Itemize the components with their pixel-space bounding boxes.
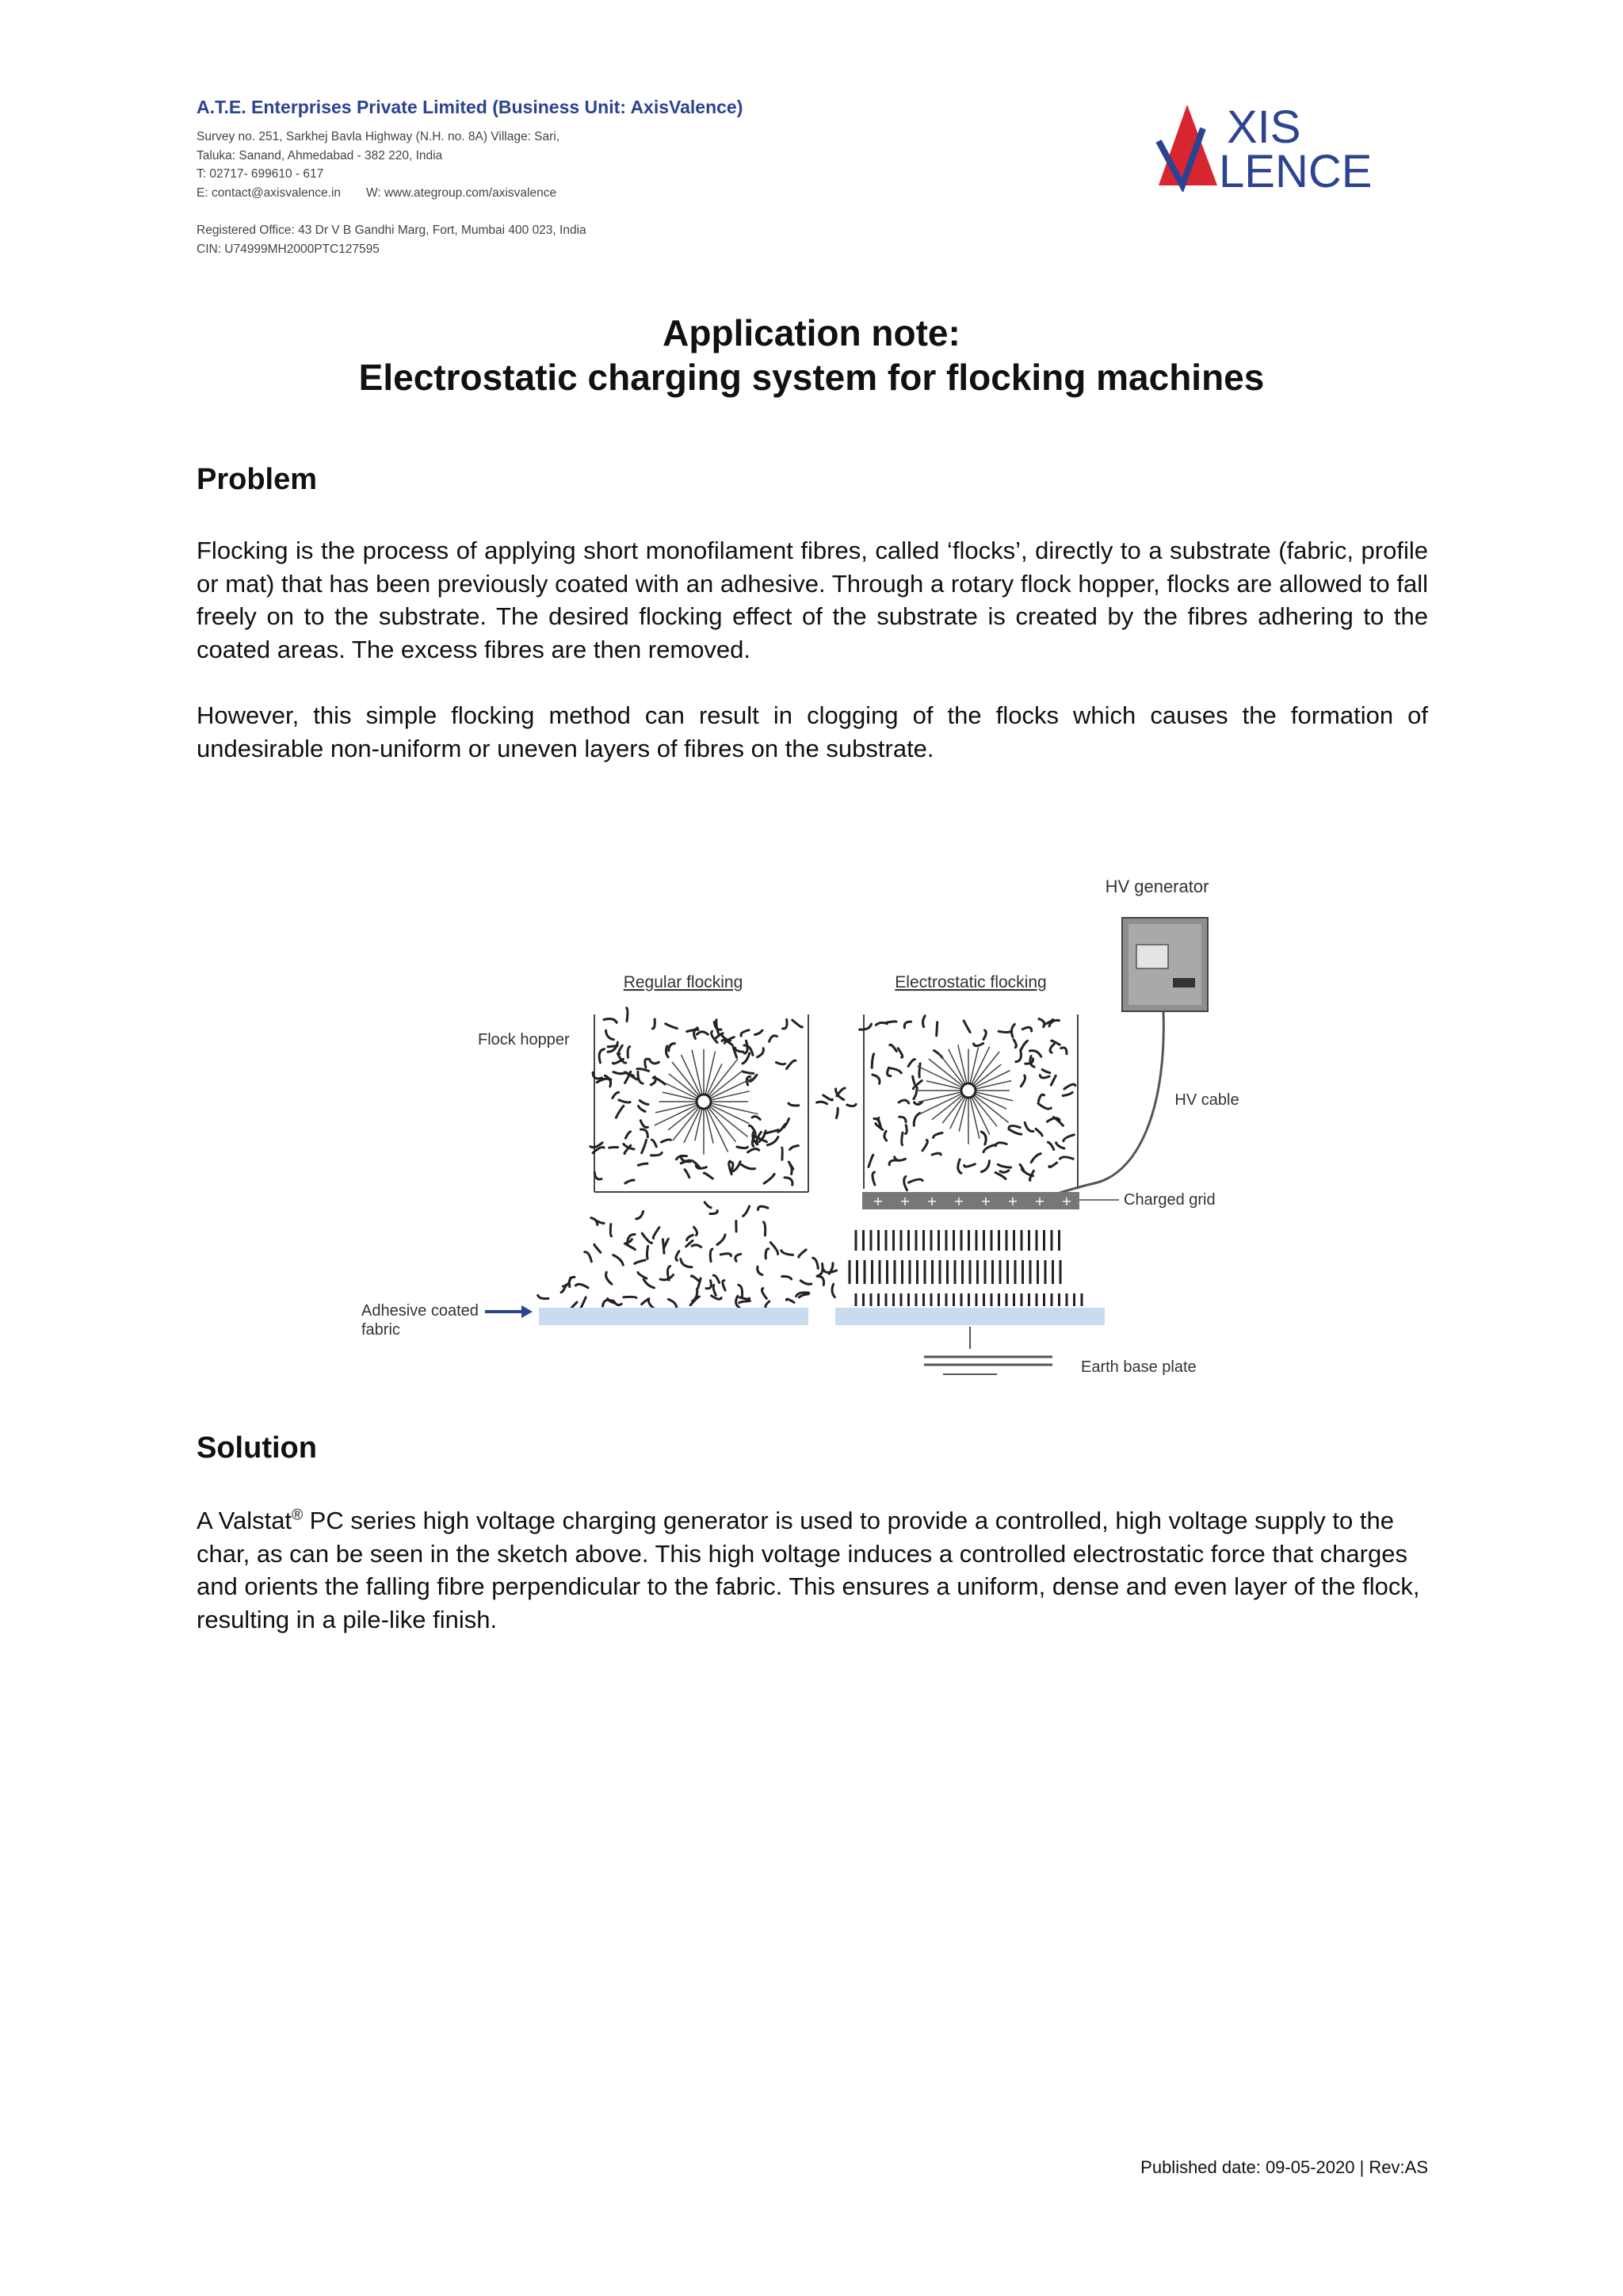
company-name: A.T.E. Enterprises Private Limited (Business Unit: AxisValence) bbox=[197, 97, 743, 117]
falling-flock bbox=[743, 1206, 750, 1216]
flock-fibre bbox=[1009, 1125, 1020, 1127]
flock-fibre bbox=[685, 1170, 689, 1178]
flock-fibre bbox=[776, 1063, 785, 1064]
flock-fibre bbox=[999, 1031, 1010, 1032]
falling-flock bbox=[687, 1235, 693, 1240]
falling-flock bbox=[781, 1251, 793, 1255]
flock-fibre bbox=[1039, 1095, 1044, 1102]
flock-fibre bbox=[995, 1143, 1006, 1146]
flock-fibre bbox=[769, 1036, 777, 1041]
flock-fibre bbox=[613, 1072, 626, 1074]
problem-heading: Problem bbox=[197, 463, 318, 496]
flock-fibre bbox=[787, 1060, 796, 1068]
falling-flock bbox=[636, 1211, 643, 1219]
flock-fibre bbox=[652, 1019, 655, 1029]
flock-fibre bbox=[1038, 1103, 1052, 1109]
flock-fibre bbox=[998, 1164, 1010, 1167]
title-line-2: Electrostatic charging system for flocking machines bbox=[358, 357, 1265, 398]
falling-flock bbox=[717, 1235, 725, 1245]
flock-fibre bbox=[752, 1117, 760, 1120]
electrostatic-flock-hopper bbox=[860, 1014, 1078, 1190]
email-address: E: contact@axisvalence.in bbox=[197, 185, 342, 200]
flock-fibre bbox=[619, 1100, 630, 1102]
flock-fibre bbox=[1064, 1084, 1075, 1089]
landed-flock bbox=[668, 1299, 676, 1307]
flock-fibre bbox=[909, 1179, 923, 1182]
flock-fibre bbox=[743, 1072, 754, 1074]
problem-paragraph-2: However, this simple flocking method can result in clogging of the flocks which causes the formation of undesirable non-uniform or uneven layers of fibres on the substrate. bbox=[197, 701, 1428, 762]
flock-fibre bbox=[872, 1054, 873, 1068]
flock-fibre bbox=[741, 1164, 754, 1169]
flock-fibre bbox=[1039, 1019, 1044, 1027]
flock-fibre bbox=[922, 1140, 927, 1151]
flock-fibre bbox=[1050, 1044, 1054, 1052]
flock-fibre bbox=[983, 1145, 995, 1152]
flock-fibre bbox=[606, 1030, 614, 1040]
flock-fibre bbox=[922, 1016, 925, 1027]
falling-flock bbox=[758, 1206, 768, 1209]
published-date: Published date: 09-05-2020 | Rev:AS bbox=[1140, 2157, 1428, 2177]
flock-fibre bbox=[743, 1053, 750, 1064]
landed-flock bbox=[538, 1295, 548, 1298]
flock-fibre bbox=[748, 1149, 759, 1152]
flock-fibre bbox=[641, 1129, 648, 1137]
flock-fibre bbox=[904, 1022, 911, 1028]
flock-fibre bbox=[642, 1140, 647, 1152]
flock-fibre bbox=[934, 1133, 942, 1137]
landed-flock bbox=[786, 1299, 794, 1302]
plus-sign: + bbox=[953, 1194, 964, 1209]
plus-sign: + bbox=[899, 1194, 911, 1209]
flock-fibre bbox=[899, 1100, 909, 1103]
flock-fibre bbox=[638, 1163, 647, 1165]
flock-fibre bbox=[1040, 1075, 1049, 1078]
falling-flock bbox=[735, 1254, 741, 1261]
title-line-1: Application note: bbox=[663, 312, 960, 353]
flock-fibre bbox=[604, 1019, 617, 1023]
falling-flock bbox=[710, 1211, 717, 1214]
flock-fibre bbox=[609, 1147, 618, 1148]
registered-mark: ® bbox=[292, 1507, 304, 1524]
falling-flock bbox=[762, 1289, 766, 1299]
electrostatic-flocking-label: Electrostatic flocking bbox=[895, 973, 1047, 991]
rotor-hub bbox=[961, 1083, 976, 1098]
flock-fibre bbox=[983, 1030, 986, 1039]
flock-fibre bbox=[1056, 1143, 1064, 1148]
flock-fibre bbox=[666, 1024, 678, 1029]
landed-flock bbox=[580, 1297, 586, 1309]
flock-fibre bbox=[629, 1073, 637, 1079]
cin-number: CIN: U74999MH2000PTC127595 bbox=[197, 242, 380, 256]
flock-fibre bbox=[745, 1041, 748, 1053]
falling-flock bbox=[692, 1245, 701, 1247]
flock-fibre bbox=[919, 1064, 920, 1077]
axis-valence-logo bbox=[1148, 97, 1425, 192]
flock-fibre bbox=[790, 1165, 792, 1174]
flock-fibre bbox=[758, 1049, 764, 1057]
flock-fibre bbox=[1021, 1075, 1025, 1087]
flock-fibre bbox=[1051, 1075, 1056, 1085]
logo-text-top: XIS bbox=[1227, 101, 1301, 153]
flock-fibre bbox=[627, 1008, 628, 1022]
flock-fibre bbox=[599, 1049, 604, 1063]
document-title bbox=[0, 311, 1623, 399]
falling-flock bbox=[613, 1255, 624, 1266]
flock-fibre bbox=[697, 1032, 708, 1035]
address-line-2: Taluka: Sanand, Ahmedabad - 382 220, India bbox=[197, 148, 443, 162]
flock-fibre bbox=[613, 1092, 619, 1098]
flock-fibre bbox=[749, 1125, 755, 1133]
flock-fibre bbox=[783, 1019, 787, 1028]
landed-flock bbox=[739, 1297, 749, 1299]
falling-flock bbox=[720, 1254, 731, 1256]
landed-flock bbox=[799, 1294, 808, 1297]
flock-fibre bbox=[651, 1152, 663, 1156]
flock-fibre bbox=[1016, 1050, 1022, 1062]
falling-flock bbox=[710, 1249, 712, 1262]
solution-text-start: A Valstat bbox=[197, 1507, 292, 1534]
landed-flock bbox=[603, 1300, 612, 1306]
stray-flock bbox=[817, 1102, 827, 1104]
flock-fibre bbox=[637, 1069, 649, 1072]
company-header bbox=[197, 97, 743, 258]
flock-fibre bbox=[755, 1030, 763, 1034]
earth-base-plate-label: Earth base plate bbox=[1081, 1358, 1197, 1376]
flock-fibre bbox=[884, 1131, 887, 1140]
falling-flock bbox=[660, 1275, 673, 1280]
flock-fibre bbox=[1036, 1129, 1042, 1136]
address-line-1: Survey no. 251, Sarkhej Bavla Highway (N.H. no. 8A) Village: Sari, bbox=[197, 130, 560, 143]
flock-fibre bbox=[651, 1140, 656, 1147]
flock-fibre bbox=[639, 1106, 645, 1112]
flock-fibre bbox=[981, 1161, 989, 1172]
flock-fibre bbox=[958, 1159, 961, 1173]
adhesive-label-line-1: Adhesive coated bbox=[361, 1302, 479, 1320]
flock-fibre bbox=[737, 1147, 748, 1148]
adhesive-label-line-2: fabric bbox=[361, 1321, 400, 1339]
flock-fibre bbox=[669, 1044, 675, 1051]
flock-fibre bbox=[1048, 1142, 1053, 1149]
plus-sign: + bbox=[1034, 1194, 1045, 1209]
flock-fibre bbox=[594, 1172, 601, 1179]
falling-flock bbox=[681, 1259, 692, 1267]
falling-flock bbox=[799, 1250, 806, 1257]
flock-fibre bbox=[889, 1160, 899, 1165]
flock-fibre bbox=[1031, 1154, 1041, 1163]
falling-flock bbox=[676, 1251, 679, 1261]
solution-heading: Solution bbox=[197, 1431, 317, 1465]
flock-fibre bbox=[662, 1140, 671, 1142]
flock-fibre bbox=[1000, 1171, 1009, 1172]
flock-fibre bbox=[1049, 1163, 1057, 1167]
falling-flock bbox=[706, 1281, 711, 1289]
flock-fibre bbox=[785, 1178, 792, 1185]
falling-flock bbox=[694, 1227, 697, 1235]
falling-flock bbox=[653, 1228, 659, 1239]
stray-flock bbox=[847, 1104, 856, 1106]
falling-flock bbox=[817, 1276, 824, 1285]
flock-fibre bbox=[789, 1103, 799, 1106]
falling-flock bbox=[782, 1277, 792, 1279]
falling-flock bbox=[638, 1273, 647, 1279]
flock-fibre bbox=[649, 1059, 659, 1064]
stray-flock bbox=[823, 1095, 833, 1100]
landed-flock bbox=[739, 1301, 750, 1302]
regular-flocking-label: Regular flocking bbox=[623, 973, 743, 991]
flock-fibre bbox=[869, 1155, 873, 1167]
regular-fabric bbox=[539, 1308, 808, 1325]
falling-flock bbox=[723, 1281, 725, 1290]
flock-fibre bbox=[890, 1045, 897, 1051]
flock-fibre bbox=[616, 1106, 623, 1117]
falling-flock bbox=[635, 1260, 645, 1263]
flock-fibre bbox=[904, 1177, 907, 1190]
registered-office: Registered Office: 43 Dr V B Gandhi Marg, Fort, Mumbai 400 023, India bbox=[197, 223, 586, 237]
flock-fibre bbox=[625, 1180, 634, 1183]
flock-fibre bbox=[1063, 1092, 1072, 1095]
flock-fibre bbox=[764, 1174, 774, 1183]
flock-fibre bbox=[735, 1048, 743, 1052]
flock-fibre bbox=[873, 1172, 875, 1185]
flock-fibre bbox=[974, 1044, 983, 1046]
falling-flock bbox=[643, 1279, 654, 1288]
falling-flock bbox=[610, 1224, 611, 1236]
hv-generator-label: HV generator bbox=[1105, 877, 1209, 896]
rotor-hub bbox=[697, 1095, 711, 1109]
flock-fibre bbox=[964, 1021, 970, 1033]
flock-fibre bbox=[1064, 1135, 1074, 1141]
falling-flock bbox=[813, 1258, 819, 1268]
flock-fibre bbox=[605, 1075, 610, 1087]
flock-fibre bbox=[645, 1059, 648, 1068]
plus-sign: + bbox=[980, 1194, 991, 1209]
flock-hopper-label: Flock hopper bbox=[478, 1031, 570, 1049]
flock-fibre bbox=[899, 1117, 906, 1122]
flock-fibre bbox=[1042, 1070, 1050, 1073]
flock-fibre bbox=[1014, 1040, 1016, 1048]
flock-fibre bbox=[860, 1024, 872, 1030]
plus-sign: + bbox=[1007, 1194, 1018, 1209]
falling-flock bbox=[575, 1284, 588, 1287]
falling-flock bbox=[705, 1202, 711, 1208]
website-address: W: www.ategroup.com/axisvalence bbox=[366, 185, 557, 200]
flock-fibre bbox=[873, 1075, 880, 1083]
falling-flock bbox=[832, 1284, 834, 1297]
stray-flock bbox=[836, 1108, 838, 1117]
falling-flock bbox=[766, 1249, 769, 1259]
falling-flock bbox=[691, 1276, 698, 1282]
flock-fibre bbox=[898, 1049, 903, 1057]
flock-fibre bbox=[932, 1153, 941, 1155]
flock-fibre bbox=[1022, 1041, 1028, 1049]
flock-fibre bbox=[1060, 1157, 1073, 1159]
contact-line bbox=[197, 184, 743, 203]
flock-fibre bbox=[906, 1125, 907, 1134]
falling-flock bbox=[770, 1243, 777, 1255]
aligned-flocks bbox=[850, 1230, 1082, 1306]
falling-flock bbox=[569, 1277, 575, 1286]
hv-generator-unit bbox=[1122, 918, 1208, 1011]
falling-flock bbox=[713, 1275, 719, 1282]
flock-fibre bbox=[640, 1101, 648, 1105]
falling-flock bbox=[764, 1222, 766, 1236]
flock-fibre bbox=[1061, 1048, 1067, 1054]
landed-flock bbox=[713, 1285, 716, 1295]
flock-fibre bbox=[891, 1068, 902, 1073]
adhesive-arrowhead bbox=[521, 1305, 533, 1318]
flock-fibre bbox=[638, 1072, 643, 1083]
flock-fibre bbox=[1025, 1122, 1033, 1131]
flock-fibre bbox=[628, 1047, 630, 1058]
flock-fibre bbox=[902, 1133, 903, 1145]
flock-fibre bbox=[913, 1076, 916, 1086]
flock-fibre bbox=[908, 1060, 915, 1067]
flocking-diagram bbox=[349, 872, 1300, 1387]
falling-flock bbox=[800, 1281, 812, 1285]
flock-fibre bbox=[790, 1146, 799, 1150]
problem-paragraph-1: Flocking is the process of applying short monofilament fibres, called ‘flocks’, directly to a substrate (fabric, profile or mat) that has been previously coated with an adhesive. Through a rotary flock hopper, flocks are allowed to fall freely on to the substrate. The desired flocking effect of the substrate is created by the fibres adhering to the coated areas. The excess fibres are then removed. bbox=[197, 537, 1428, 663]
flock-fibre bbox=[886, 1022, 896, 1023]
falling-flock bbox=[585, 1252, 592, 1262]
flock-fibre bbox=[782, 1148, 783, 1159]
stray-flock bbox=[837, 1088, 845, 1096]
flock-fibre bbox=[619, 1045, 623, 1054]
flock-fibre bbox=[704, 1173, 712, 1179]
flock-fibre bbox=[792, 1020, 803, 1027]
solution-paragraph bbox=[197, 1504, 1428, 1636]
electrostatic-fabric bbox=[835, 1308, 1105, 1325]
charged-grid-label: Charged grid bbox=[1124, 1191, 1216, 1209]
flock-fibre bbox=[767, 1137, 778, 1145]
flock-fibre bbox=[640, 1121, 647, 1128]
flock-fibre bbox=[1022, 1027, 1032, 1031]
falling-flock bbox=[594, 1244, 601, 1252]
falling-flock bbox=[758, 1266, 762, 1274]
falling-flock bbox=[627, 1245, 636, 1250]
flock-fibre bbox=[964, 1164, 976, 1167]
charged-grid bbox=[862, 1192, 1079, 1209]
phone-number: T: 02717- 699610 - 617 bbox=[197, 167, 324, 181]
logo-text-bottom: LENCE bbox=[1219, 146, 1373, 192]
flock-fibre bbox=[625, 1132, 630, 1138]
flock-fibre bbox=[624, 1144, 634, 1150]
plus-sign: + bbox=[873, 1194, 884, 1209]
flock-fibre bbox=[716, 1020, 719, 1033]
flock-fibre bbox=[741, 1030, 749, 1036]
falling-flock bbox=[642, 1233, 651, 1243]
flock-fibre bbox=[1011, 1024, 1014, 1037]
falling-flock bbox=[606, 1272, 612, 1284]
plus-sign: + bbox=[926, 1194, 938, 1209]
earth-base-plate bbox=[924, 1327, 1052, 1374]
flock-fibre bbox=[687, 1030, 698, 1031]
landed-flock bbox=[739, 1285, 743, 1297]
hv-cable-label: HV cable bbox=[1174, 1091, 1239, 1109]
plus-sign: + bbox=[1061, 1194, 1072, 1209]
flock-fibre bbox=[937, 1022, 938, 1036]
flock-fibre bbox=[981, 1132, 986, 1144]
flock-fibre bbox=[1009, 1129, 1022, 1134]
regular-flock-hopper bbox=[590, 1008, 808, 1192]
solution-text-rest: PC series high voltage charging generator is used to provide a controlled, high voltage supply to the char, as can be seen in the sketch above. This high voltage induces a controlled electrostatic force that charges and orients the falling fibre perpendicular to the fabric. This ensures a uniform, dense and even layer of the flock, resulting in a pile-like finish. bbox=[197, 1507, 1420, 1633]
